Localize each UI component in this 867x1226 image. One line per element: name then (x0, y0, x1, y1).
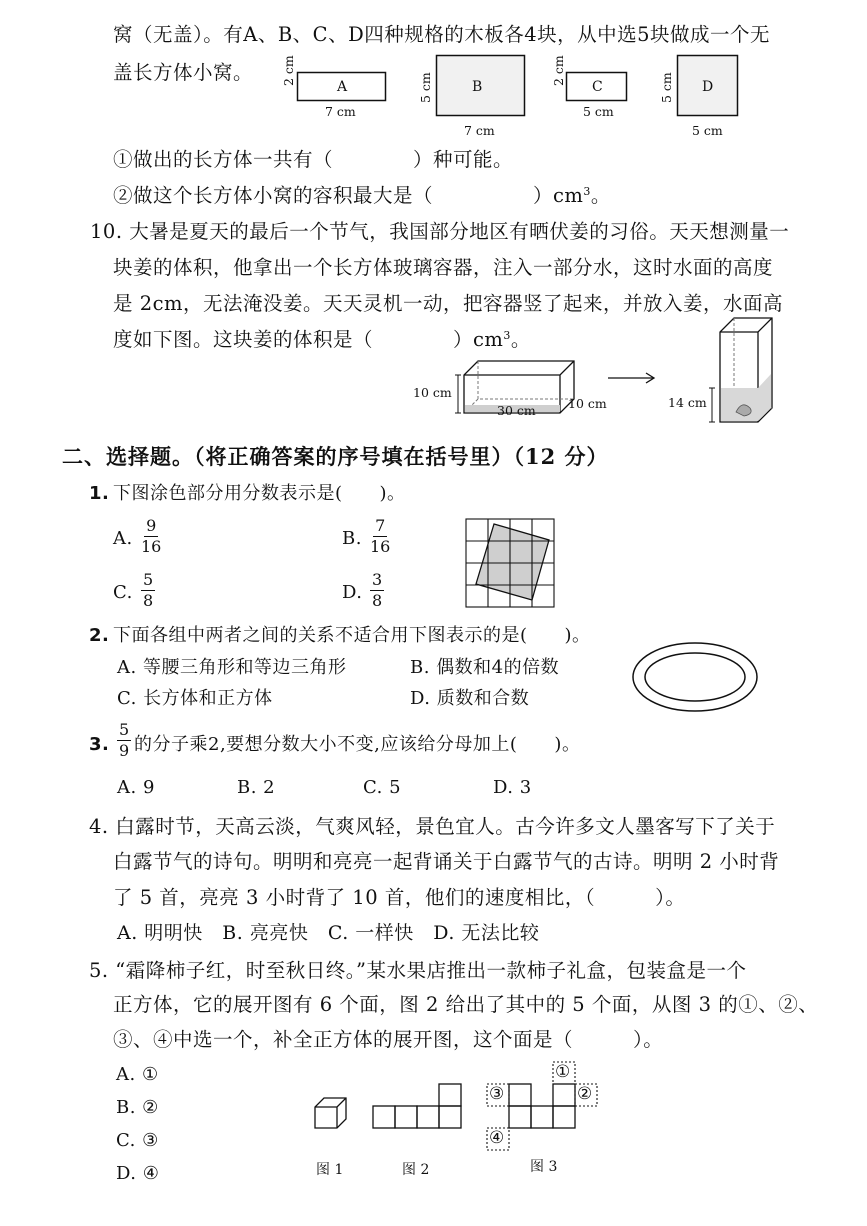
face-mark-3: ③ (489, 1084, 505, 1104)
mc1-option-b-letter: B. (342, 528, 362, 549)
fig-height-label: 10 cm (413, 385, 452, 400)
mc5-option-b: B. ② (116, 1097, 159, 1118)
q10-line1: 10. 大暑是夏天的最后一个节气，我国部分地区有晒伏姜的习俗。天天想测量一 (90, 220, 790, 243)
partial-net-figure (372, 1083, 464, 1131)
mc2-option-c: C. 长方体和正方体 (117, 688, 273, 709)
board-c-letter: C (592, 79, 603, 95)
figure2-caption: 图 2 (402, 1162, 430, 1178)
mc5-option-d: D. ④ (116, 1163, 160, 1184)
q10-line2: 块姜的体积，他拿出一个长方体玻璃容器，注入一部分水，这时水面的高度 (113, 256, 774, 279)
q9-intro-line1: 窝（无盖）。有A、B、C、D四种规格的木板各4块，从中选5块做成一个无 (113, 23, 771, 46)
nested-ellipses-figure (631, 641, 759, 713)
mc1-option-a-fraction: $\frac{9}{16}$ (141, 516, 162, 556)
arrow-right-icon (608, 372, 658, 384)
board-d-letter: D (702, 79, 714, 95)
board-a-width: 7 cm (325, 104, 356, 119)
mc5-line2: 正方体，它的展开图有 6 个面，图 2 给出了其中的 5 个面，从图 3 的①、②、 (113, 993, 819, 1016)
board-d-width: 5 cm (692, 123, 723, 138)
figure3-caption: 图 3 (530, 1159, 558, 1175)
mc2-option-a: A. 等腰三角形和等边三角形 (117, 657, 347, 678)
mc1-option-c-fraction: $\frac{5}{8}$ (143, 570, 154, 610)
mc1-stem: 下图涂色部分用分数表示是( )。 (113, 483, 406, 504)
fig-width-label: 10 cm (568, 396, 607, 411)
q9-sub2: ②做这个长方体小窝的容积最大是（ ）$cm^3$。 (113, 184, 611, 207)
q9-sub1: ①做出的长方体一共有（ ）种可能。 (113, 148, 514, 171)
board-b-width: 7 cm (464, 123, 495, 138)
board-c-width: 5 cm (583, 104, 614, 119)
face-mark-4: ④ (489, 1128, 505, 1148)
mc1-option-a-letter: A. (113, 528, 133, 549)
mc3-option-d: D. 3 (493, 777, 532, 798)
mc4-line2: 白露节气的诗句。明明和亮亮一起背诵关于白露节气的古诗。明明 2 小时背 (113, 850, 780, 873)
board-a-letter: A (337, 79, 348, 95)
mc1-option-c-letter: C. (113, 582, 133, 603)
board-d-height: 5 cm (659, 72, 674, 103)
mc3-number: 3. (89, 734, 110, 755)
face-mark-2: ② (577, 1084, 593, 1104)
mc2-option-d: D. 质数和合数 (410, 688, 530, 709)
mc5-line3: ③、④中选一个，补全正方体的展开图，这个面是（ ）。 (113, 1028, 664, 1051)
board-b-letter: B (472, 79, 483, 95)
figure1-caption: 图 1 (316, 1162, 344, 1178)
mc4-line3: 了 5 首，亮亮 3 小时背了 10 首，他们的速度相比，（ ）。 (113, 886, 686, 909)
mc1-option-b-fraction: $\frac{7}{16}$ (370, 516, 391, 556)
fig-water-label: 14 cm (668, 395, 707, 410)
mc2-number: 2. (89, 625, 110, 646)
fraction-grid-figure (465, 518, 557, 610)
board-b-height: 5 cm (418, 72, 433, 103)
q10-line3: 是 2cm，无法淹没姜。天天灵机一动，把容器竖了起来，并放入姜，水面高 (113, 292, 784, 315)
mc3-option-b: B. 2 (237, 777, 276, 798)
mc4-options: A. 明明快 B. 亮亮快 C. 一样快 D. 无法比较 (117, 922, 540, 944)
mc5-option-a: A. ① (116, 1064, 159, 1085)
mc3-stem: 的分子乘2,要想分数大小不变,应该给分母加上( )。 (134, 734, 581, 755)
mc3-option-c: C. 5 (363, 777, 402, 798)
cube-figure (314, 1097, 348, 1129)
board-c-height: 2 cm (551, 55, 566, 86)
mc1-option-d-fraction: $\frac{3}{8}$ (372, 570, 383, 610)
mc5-option-c: C. ③ (116, 1130, 159, 1151)
mc3-fraction: $\frac{5}{9}$ (119, 720, 130, 760)
mc3-option-a: A. 9 (117, 777, 155, 798)
vertical-container-figure (716, 312, 776, 424)
mc1-option-d-letter: D. (342, 582, 363, 603)
mc5-line1: 5. “霜降柿子红，时至秋日终。”某水果店推出一款柿子礼盒，包装盒是一个 (89, 959, 747, 982)
mc4-line1: 4. 白露时节，天高云淡，气爽风轻，景色宜人。古今许多文人墨客写下了关于 (89, 815, 776, 838)
face-mark-1: ① (555, 1062, 571, 1082)
board-a-height: 2 cm (281, 55, 296, 86)
mc2-option-b: B. 偶数和4的倍数 (410, 657, 560, 678)
section2-title: 二、选择题。（将正确答案的序号填在括号里）（12 分） (62, 444, 609, 469)
fig-length-label: 30 cm (497, 403, 536, 418)
q9-intro-line2: 盖长方体小窝。 (113, 61, 254, 84)
q10-line4: 度如下图。这块姜的体积是（ ）$cm^3$。 (113, 328, 531, 351)
mc1-number: 1. (89, 483, 110, 504)
mc2-stem: 下面各组中两者之间的关系不适合用下图表示的是( )。 (113, 625, 591, 646)
